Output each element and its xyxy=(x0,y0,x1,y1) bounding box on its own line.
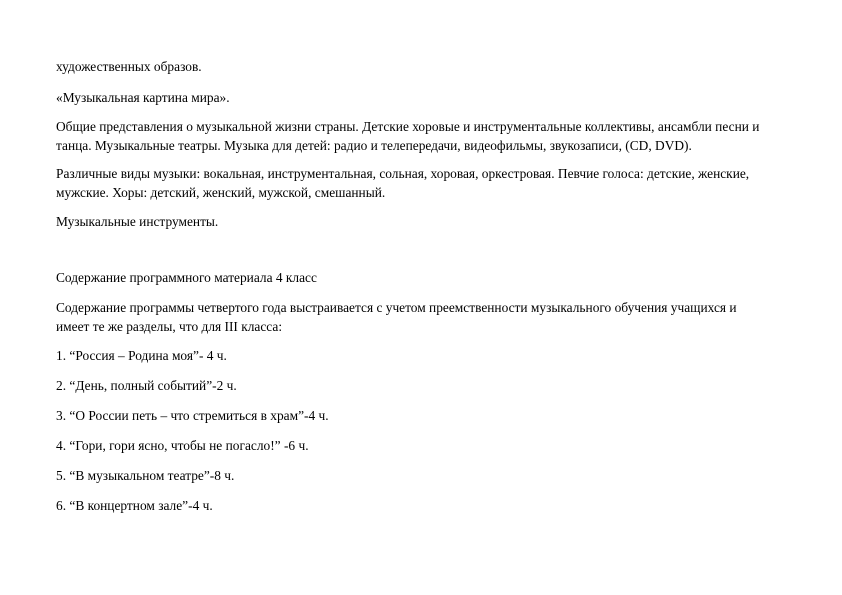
paragraph-line-4: мужские. Хоры: детский, женский, мужской, смешанный. xyxy=(56,185,386,200)
paragraph-line-5: Содержание программы четвертого года выстраивается с учетом преемственности музыкального обучения учащихся и xyxy=(56,300,737,315)
paragraph-line-6: имеет те же разделы, что для III класса: xyxy=(56,319,283,334)
list-item: 1. “Россия – Родина моя”- 4 ч. xyxy=(56,348,227,363)
text-line-instruments: Музыкальные инструменты. xyxy=(56,214,219,229)
list-item: 2. “День, полный событий”-2 ч. xyxy=(56,378,237,393)
section-heading-music-world: «Музыкальная картина мира». xyxy=(56,90,230,105)
list-item: 3. “О России петь – что стремиться в храм”-4 ч. xyxy=(56,408,329,423)
text-line-artistic-images: художественных образов. xyxy=(56,59,202,74)
section-heading-grade-4: Содержание программного материала 4 класс xyxy=(56,270,317,285)
paragraph-line-3: Различные виды музыки: вокальная, инструментальная, сольная, хоровая, оркестровая. Певчие голоса: детские, женские, xyxy=(56,166,750,181)
list-item: 6. “В концертном зале”-4 ч. xyxy=(56,498,213,513)
list-item: 5. “В музыкальном театре”-8 ч. xyxy=(56,468,235,483)
paragraph-line-2: танца. Музыкальные театры. Музыка для детей: радио и телепередачи, видеофильмы, звукозаписи, (CD, DVD). xyxy=(56,138,692,153)
paragraph-line-1: Общие представления о музыкальной жизни страны. Детские хоровые и инструментальные коллективы, ансамбли песни и xyxy=(56,119,760,134)
list-item: 4. “Гори, гори ясно, чтобы не погасло!” -6 ч. xyxy=(56,438,309,453)
